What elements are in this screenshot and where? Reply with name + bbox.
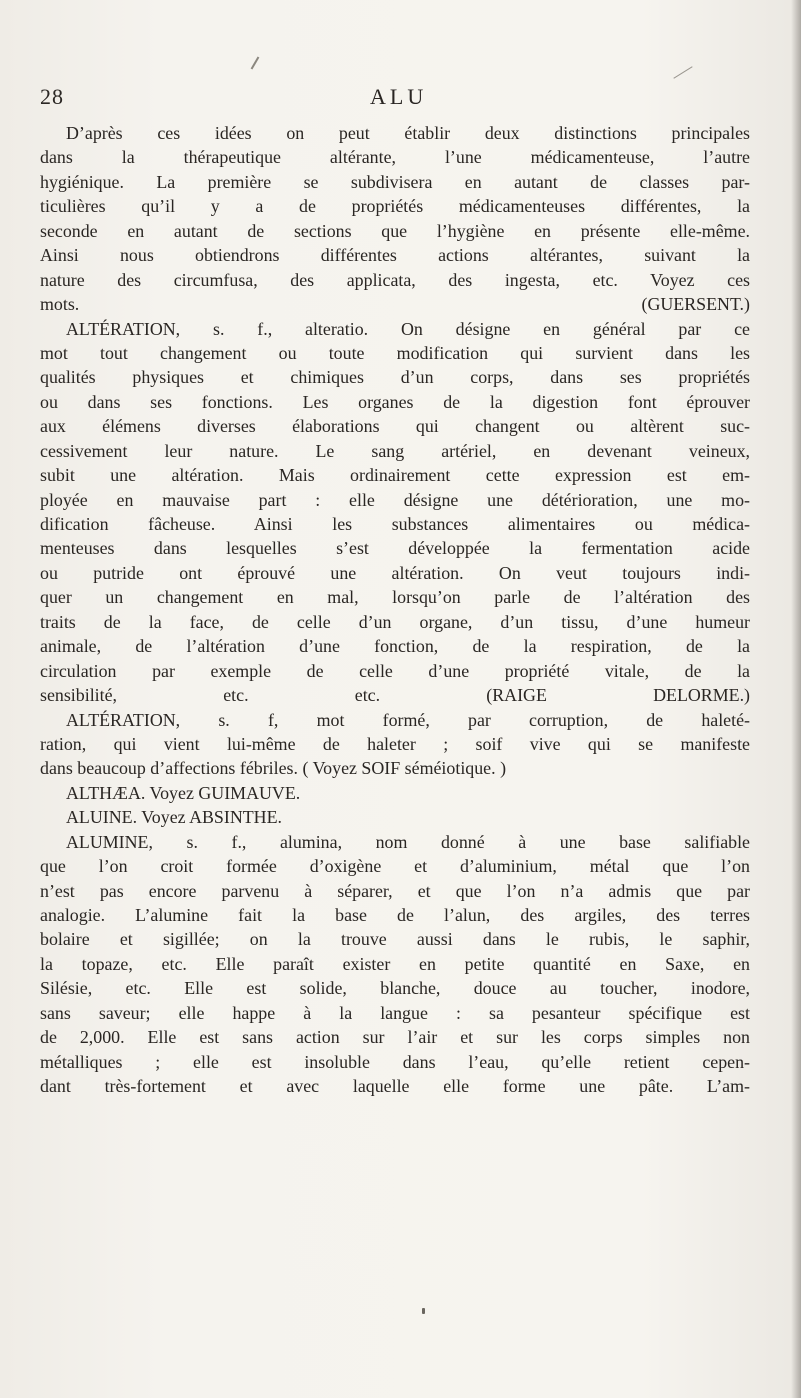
text-line: menteuses dans lesquelles s’est développée la fermentation acide bbox=[40, 538, 750, 559]
text-line: dans la thérapeutique altérante, l’une médicamenteuse, l’autre bbox=[40, 147, 750, 168]
page-number: 28 bbox=[40, 84, 64, 109]
text-line: ou dans ses fonctions. Les organes de la digestion font éprouver bbox=[40, 391, 750, 412]
text-line: sans saveur; elle happe à la langue : sa pesanteur spécifique est bbox=[40, 1002, 750, 1023]
text-line: que l’on croit formée d’oxigène et d’aluminium, métal que l’on bbox=[40, 856, 750, 877]
body-text bbox=[40, 121, 750, 1099]
text-line: seconde en autant de sections que l’hygiène en présente elle-même. bbox=[40, 220, 750, 241]
ink-mark bbox=[673, 66, 692, 79]
entry-heading-aluine: ALUINE. Voyez ABSINTHE. bbox=[66, 807, 282, 828]
text-line: traits de la face, de celle d’un organe, d’un tissu, d’une humeur bbox=[40, 611, 750, 632]
entry-heading-alteration-2: ALTÉRATION, s. f, mot formé, par corruption, de haleté- bbox=[66, 709, 750, 730]
page-edge-shadow bbox=[791, 0, 801, 1398]
text-line: Silésie, etc. Elle est solide, blanche, douce au toucher, inodore, bbox=[40, 978, 750, 999]
text-line: cessivement leur nature. Le sang artériel, en devenant veineux, bbox=[40, 440, 750, 461]
text-line: la topaze, etc. Elle paraît exister en petite quantité en Saxe, en bbox=[40, 953, 750, 974]
text-line: bolaire et sigillée; on la trouve aussi dans le rubis, le saphir, bbox=[40, 929, 750, 950]
text-line: subit une altération. Mais ordinairement cette expression est em- bbox=[40, 465, 750, 486]
text-line: ployée en mauvaise part : elle désigne une détérioration, une mo- bbox=[40, 489, 750, 510]
ink-mark bbox=[251, 56, 260, 69]
text-line: ou putride ont éprouvé une altération. On veut toujours indi- bbox=[40, 562, 750, 583]
text-line: métalliques ; elle est insoluble dans l’eau, qu’elle retient cepen- bbox=[40, 1051, 750, 1072]
entry-signature: sensibilité, etc. etc. (RAIGE DELORME.) bbox=[40, 685, 750, 706]
text-line: mot tout changement ou toute modification qui survient dans les bbox=[40, 342, 750, 363]
entry-signature: mots. (GUERSENT.) bbox=[40, 294, 750, 315]
text-line: n’est pas encore parvenu à séparer, et que l’on n’a admis que par bbox=[40, 880, 750, 901]
text-line: circulation par exemple de celle d’une propriété vitale, de la bbox=[40, 660, 750, 681]
text-line: Ainsi nous obtiendrons différentes actions altérantes, suivant la bbox=[40, 245, 750, 266]
text-line: D’après ces idées on peut établir deux distinctions principales bbox=[66, 123, 750, 143]
entry-heading-alumine: ALUMINE, s. f., alumina, nom donné à une base salifiable bbox=[66, 831, 750, 852]
text-line: analogie. L’alumine fait la base de l’alun, des argiles, des terres bbox=[40, 905, 750, 925]
text-line: animale, de l’altération d’une fonction, de la respiration, de la bbox=[40, 636, 750, 657]
entry-heading-althaea: ALTHÆA. Voyez GUIMAUVE. bbox=[66, 782, 301, 803]
text-line: hygiénique. La première se subdivisera en autant de classes par- bbox=[40, 171, 750, 192]
entry-heading-alteration: ALTÉRATION, s. f., alteratio. On désigne en général par ce bbox=[66, 318, 750, 339]
text-line: ration, qui vient lui-même de haleter ; soif vive qui se manifeste bbox=[40, 733, 750, 754]
text-line: quer un changement en mal, lorsqu’on parle de l’altération des bbox=[40, 587, 750, 608]
page-header bbox=[40, 84, 752, 118]
ink-mark bbox=[422, 1308, 425, 1314]
text-line: aux élémens diverses élaborations qui changent ou altèrent suc- bbox=[40, 416, 750, 437]
text-line: dification fâcheuse. Ainsi les substances alimentaires ou médica- bbox=[40, 514, 750, 534]
text-line: dant très-fortement et avec laquelle elle forme une pâte. L’am- bbox=[40, 1076, 750, 1097]
running-title: ALU bbox=[370, 84, 428, 109]
text-line: nature des circumfusa, des applicata, des ingesta, etc. Voyez ces bbox=[40, 269, 750, 290]
text-line: dans beaucoup d’affections fébriles. ( Voyez SOIF séméiotique. ) bbox=[40, 758, 507, 779]
text-line: de 2,000. Elle est sans action sur l’air et sur les corps simples non bbox=[40, 1027, 750, 1048]
text-line: qualités physiques et chimiques d’un corps, dans ses propriétés bbox=[40, 367, 750, 388]
text-line: ticulières qu’il y a de propriétés médicamenteuses différentes, la bbox=[40, 196, 750, 217]
